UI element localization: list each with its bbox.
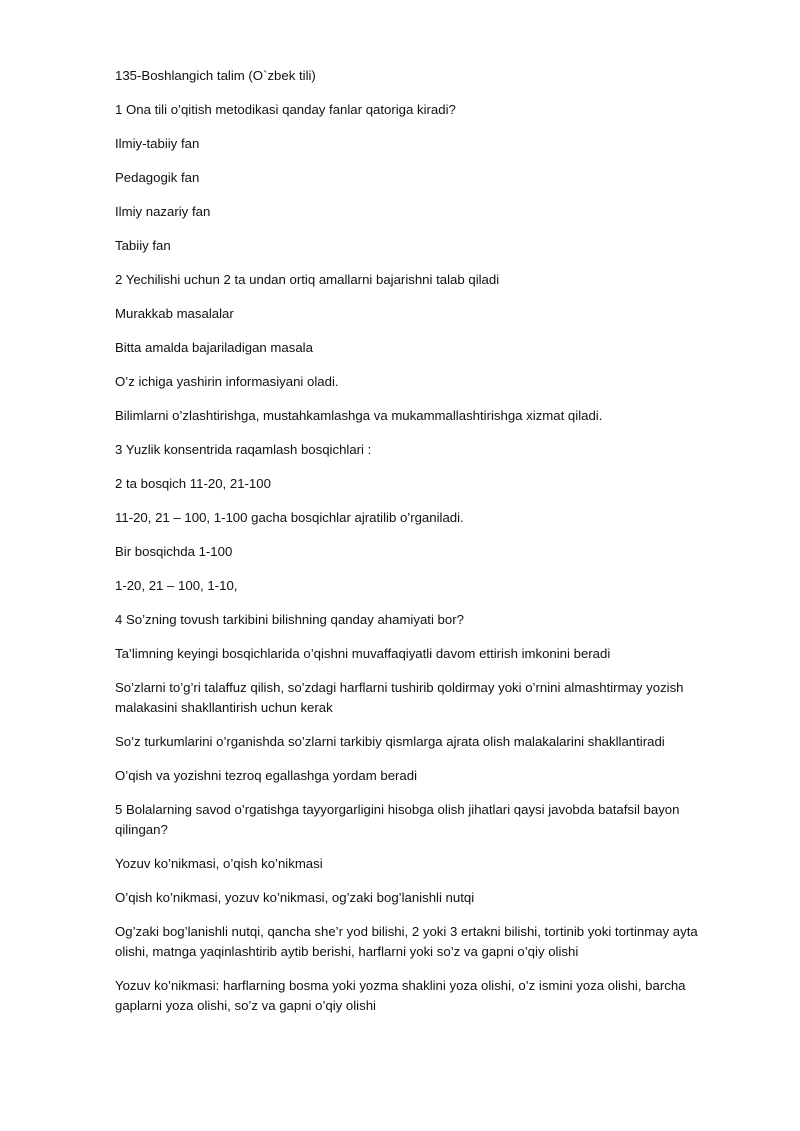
answer-option: Yozuv ko’nikmasi, o’qish ko’nikmasi xyxy=(115,856,323,871)
answer-option: O’qish ko’nikmasi, yozuv ko’nikmasi, og’zaki bog’lanishli nutqi xyxy=(115,890,475,905)
document-title: 135-Boshlangich talim (O`zbek tili) xyxy=(115,68,316,83)
question-4: 4 So’zning tovush tarkibini bilishning qanday ahamiyati bor? xyxy=(115,612,464,627)
answer-option: Bilimlarni o’zlashtirishga, mustahkamlashga va mukammallashtirishga xizmat qiladi. xyxy=(115,408,603,423)
answer-option: O’qish va yozishni tezroq egallashga yordam beradi xyxy=(115,768,418,783)
answer-option: Og’zaki bog’lanishli nutqi, qancha she’r yod bilishi, 2 yoki 3 ertakni bilishi, tortinib yoki tortinmay ayta olishi, matnga yaqinlashtirib aytib berishi, harflarni yoki so’z va gapni o’qiy olishi xyxy=(115,924,698,959)
answer-option: Bitta amalda bajariladigan masala xyxy=(115,340,313,355)
answer-option: Ilmiy-tabiiy fan xyxy=(115,136,200,151)
question-2: 2 Yechilishi uchun 2 ta undan ortiq amallarni bajarishni talab qiladi xyxy=(115,272,500,287)
answer-option: Murakkab masalalar xyxy=(115,306,234,321)
question-5: 5 Bolalarning savod o’rgatishga tayyorgarligini hisobga olish jihatlari qaysi javobda batafsil bayon qilingan? xyxy=(115,802,680,837)
answer-option: Bir bosqichda 1-100 xyxy=(115,544,233,559)
answer-option: So’zlarni to’g’ri talaffuz qilish, so’zdagi harflarni tushirib qoldirmay yoki o’rnini almashtirmay yozish malakasini shakllantirish uchun kerak xyxy=(115,680,684,715)
answer-option: Ilmiy nazariy fan xyxy=(115,204,211,219)
answer-option: 11-20, 21 – 100, 1-100 gacha bosqichlar ajratilib o’rganiladi. xyxy=(115,510,464,525)
question-1: 1 Ona tili o’qitish metodikasi qanday fanlar qatoriga kiradi? xyxy=(115,102,456,117)
answer-option: 1-20, 21 – 100, 1-10, xyxy=(115,578,238,593)
answer-option: So’z turkumlarini o’rganishda so’zlarni tarkibiy qismlarga ajrata olish malakalarini shakllantiradi xyxy=(115,734,665,749)
answer-option: Pedagogik fan xyxy=(115,170,200,185)
answer-option: O’z ichiga yashirin informasiyani oladi. xyxy=(115,374,339,389)
question-3: 3 Yuzlik konsentrida raqamlash bosqichlari : xyxy=(115,442,372,457)
answer-option: Tabiiy fan xyxy=(115,238,171,253)
answer-option: 2 ta bosqich 11-20, 21-100 xyxy=(115,476,271,491)
document-page xyxy=(115,66,725,1030)
answer-option: Yozuv ko’nikmasi: harflarning bosma yoki yozma shaklini yoza olishi, o’z ismini yoza olishi, barcha gaplarni yoza olishi, so’z va gapni o’qiy olishi xyxy=(115,978,686,1013)
answer-option: Ta’limning keyingi bosqichlarida o’qishni muvaffaqiyatli davom ettirish imkonini beradi xyxy=(115,646,611,661)
